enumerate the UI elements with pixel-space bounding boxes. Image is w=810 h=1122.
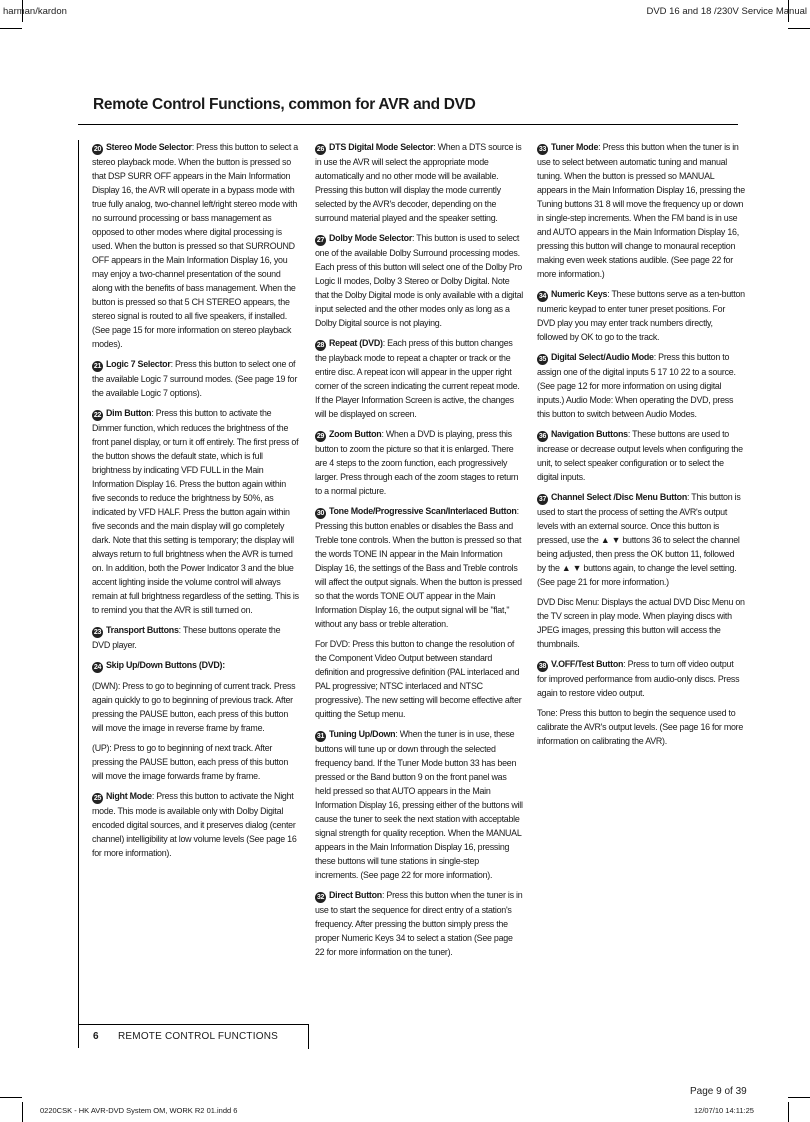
- callout-number-icon: 38: [538, 663, 547, 670]
- item-text: : Press this button to select one of the available Logic 7 surround modes. (See page 19 for the available Logic 7 options).: [92, 359, 298, 398]
- column-1: [92, 140, 300, 866]
- callout-number-icon: 20: [93, 146, 102, 153]
- file-info: 0220CSK - HK AVR-DVD System OM, WORK R2 01.indd 6: [40, 1106, 238, 1115]
- paragraph: [537, 140, 745, 281]
- footer-section: REMOTE CONTROL FUNCTIONS: [118, 1031, 278, 1042]
- paragraph: [315, 140, 523, 225]
- item-text: : Press this button to activate the Night mode. This mode is available only with Dolby Digital encoded digital sources, and it preserves dialog (center channel) intelligibility at low volume levels (See page 16 for more information).: [92, 791, 297, 858]
- callout-number-icon: 35: [538, 356, 547, 363]
- item-heading: Stereo Mode Selector: [106, 142, 192, 152]
- divider: [78, 140, 79, 1048]
- item-heading: Tuning Up/Down: [329, 729, 396, 739]
- crop-mark: [0, 28, 22, 29]
- paragraph: [92, 741, 300, 783]
- item-heading: Zoom Button: [329, 429, 382, 439]
- crop-mark: [788, 1097, 810, 1098]
- item-heading: Tuner Mode: [551, 142, 599, 152]
- item-heading: Dolby Mode Selector: [329, 233, 413, 243]
- crop-mark: [22, 1102, 23, 1122]
- item-heading: Dim Button: [106, 408, 152, 418]
- item-text: For DVD: Press this button to change the resolution of the Component Video Output between standard definition and progressive definition (PAL interlaced and PAL progressive; NTSC interlaced and NTSC progressive). The new setting will become effective after quitting the Setup menu.: [315, 639, 522, 719]
- callout-number-icon: 37: [538, 496, 547, 503]
- header-right: DVD 16 and 18 /230V Service Manual: [646, 6, 807, 17]
- item-text: : Press this button to assign one of the digital inputs 5 17 10 22 to a source. (See page 12 for more information on using digital inputs.) Audio Mode: When operating the DVD, press this button to switch between Audio Modes.: [537, 352, 736, 419]
- paragraph: [92, 357, 300, 400]
- item-heading: Tone Mode/Progressive Scan/Interlaced Button: [329, 506, 517, 516]
- callout-number-icon: 27: [316, 237, 325, 244]
- item-heading: Transport Buttons: [106, 625, 179, 635]
- paragraph: [92, 679, 300, 735]
- callout-number-icon: 22: [93, 412, 102, 419]
- paragraph: [315, 888, 523, 959]
- paragraph: [537, 287, 745, 344]
- callout-number-icon: 33: [538, 146, 547, 153]
- callout-number-icon: 28: [316, 342, 325, 349]
- paragraph: [315, 637, 523, 721]
- callout-number-icon: 29: [316, 433, 325, 440]
- column-2: [315, 140, 523, 965]
- paragraph: [92, 658, 300, 673]
- item-text: : Pressing this button enables or disables the Bass and Treble tone controls. When the button is pressed so that the words TONE IN appear in the Main Information Display 16, the settings of the Bass and Treble controls will affect the output signals. When the button is pressed so that the words TONE OUT appear in the Main Information Display 16, the output signal will be "flat," without any bass or treble alteration.: [315, 506, 522, 629]
- paragraph: [537, 657, 745, 700]
- paragraph: [92, 406, 300, 617]
- item-heading: Logic 7 Selector: [106, 359, 171, 369]
- item-heading: Channel Select /Disc Menu Button: [551, 492, 687, 502]
- callout-number-icon: 30: [316, 510, 325, 517]
- divider: [78, 124, 738, 125]
- page-of: Page 9 of 39: [690, 1086, 747, 1097]
- item-text: (DWN): Press to go to beginning of current track. Press again quickly to go to beginning of previous track. After pressing the PAUSE button, each press of this button will move the image in reverse frame by frame.: [92, 681, 296, 733]
- callout-number-icon: 31: [316, 733, 325, 740]
- item-heading: Navigation Buttons: [551, 429, 628, 439]
- item-text: : Press this button when the tuner is in use to start the sequence for direct entry of a station's frequency. After pressing the button simply press the proper Numeric Keys 34 to select a station (See page 22 for more information on the tuner).: [315, 890, 523, 957]
- item-heading: Repeat (DVD): [329, 338, 383, 348]
- paragraph: [537, 427, 745, 484]
- callout-number-icon: 23: [93, 629, 102, 636]
- paragraph: [537, 490, 745, 589]
- paragraph: [315, 504, 523, 631]
- item-text: : When a DVD is playing, press this button to zoom the picture so that it is enlarged. There are 4 steps to the zoom function, each progressively larger. Press through each of the zoom stages to return to a normal picture.: [315, 429, 519, 496]
- item-heading: Numeric Keys: [551, 289, 608, 299]
- callout-number-icon: 25: [93, 795, 102, 802]
- item-text: : Press this button to activate the Dimmer function, which reduces the brightness of the front panel display, or turn it off entirely. The first press of the button shows the default state, which is full brightness by indicating VFD FULL in the Main Information Display 16. Press the button again within five seconds to reduce the brightness by 50%, as indicated by VFD HALF. Press the button again within five seconds and the main display will go completely dark. Note that this setting is temporary; the display will always return to full brightness when the AVR is turned on. In addition, both the Power Indicator 3 and the blue accent lighting inside the volume control will always remain at full brightness regardless of the setting. This is to remind you that the AVR is still turned on.: [92, 408, 299, 615]
- paragraph: [537, 595, 745, 651]
- callout-number-icon: 24: [93, 664, 102, 671]
- item-heading: Digital Select/Audio Mode: [551, 352, 654, 362]
- paragraph: [537, 706, 745, 748]
- column-3: [537, 140, 745, 754]
- item-text: Tone: Press this button to begin the sequence used to calibrate the AVR's output levels. (See page 16 for more information on calibrating the AVR).: [537, 708, 744, 746]
- paragraph: [92, 789, 300, 860]
- header-left: harman/kardon: [3, 6, 67, 17]
- item-text: : This button is used to start the process of setting the AVR's output levels with an external source. Once this button is pressed, use the ▲ ▼ buttons 36 to select the channel being adjusted, then press the OK button 11, followed by the ▲ ▼ buttons again, to change the level setting. (See page 21 for more information.): [537, 492, 741, 587]
- callout-number-icon: 21: [93, 363, 102, 370]
- item-text: : These buttons operate the DVD player.: [92, 625, 281, 650]
- paragraph: [537, 350, 745, 421]
- callout-number-icon: 26: [316, 146, 325, 153]
- item-heading: Skip Up/Down Buttons (DVD):: [106, 660, 225, 670]
- item-heading: DTS Digital Mode Selector: [329, 142, 434, 152]
- item-text: (UP): Press to go to beginning of next track. After pressing the PAUSE button, each press of this button will move the image forwards frame by frame.: [92, 743, 289, 781]
- page-title: Remote Control Functions, common for AVR and DVD: [93, 96, 476, 113]
- paragraph: [315, 427, 523, 498]
- page-number: 6: [93, 1031, 99, 1042]
- item-text: : This button is used to select one of the available Dolby Surround processing modes. Each press of this button will select one of the Dolby Pro Logic II modes, Dolby 3 Stereo or Dolby Digital. Note that the Dolby Digital mode is only available with a digital input selected and the other modes only as long as a Dolby Digital source is not playing.: [315, 233, 523, 328]
- file-date: 12/07/10 14:11:25: [694, 1106, 754, 1115]
- item-heading: Night Mode: [106, 791, 152, 801]
- item-text: : Each press of this button changes the playback mode to repeat a chapter or track or the entire disc. A repeat icon will appear in the upper right corner of the screen indicating the current repeat mode. If the Player Information Screen is active, the changes will be displayed on screen.: [315, 338, 520, 419]
- paragraph: [92, 140, 300, 351]
- crop-mark: [788, 28, 810, 29]
- item-text: : When the tuner is in use, these buttons will tune up or down through the selected frequency band. If the Tuner Mode button 33 has been pressed or the Band button 9 on the front panel was held pressed so that AUTO appears in the Main Information Display 16, pressing either of the buttons will cause the tuner to seek the next station with acceptable signal strength for quality reception. When the MANUAL appears in the Main Information Display 16, pressing these buttons will tune stations in single-step increments. (See page 22 for more information).: [315, 729, 523, 880]
- paragraph: [315, 336, 523, 421]
- item-text: : Press this button when the tuner is in use to select between automatic tuning and manual tuning. When the button is pressed so MANUAL appears in the Main Information Display 16, pressing the Tuning buttons 31 8 will move the frequency up or down in single-step increments. When the FM band is in use and AUTO appears in the Main Information Display 16, pressing this button will change to monaural reception making even week stations audible. (See page 22 for more information.): [537, 142, 745, 279]
- paragraph: [92, 623, 300, 652]
- crop-mark: [788, 1102, 789, 1122]
- paragraph: [315, 231, 523, 330]
- item-text: DVD Disc Menu: Displays the actual DVD Disc Menu on the TV screen in play mode. When playing discs with JPEG images, pressing this button will access the thumbnails.: [537, 597, 745, 649]
- item-text: : Press this button to select a stereo playback mode. When the button is pressed so that DSP SURR OFF appears in the Main Information Display 16, the AVR will operate in a bypass mode with true fully analog, two-channel left/right stereo mode with no surround processing or bass management as opposed to other modes where digital processing is used. When the button is pressed so that SURROUND OFF appears in the Main Information Display 16, you may enjoy a two-channel presentation of the sound along with the benefits of bass management. When the button is pressed so that 5 CH STEREO appears, the stereo signal is routed to all five speakers, if installed. (See page 15 for more information on stereo playback modes).: [92, 142, 298, 349]
- paragraph: [315, 727, 523, 882]
- item-heading: Direct Button: [329, 890, 382, 900]
- callout-number-icon: 32: [316, 894, 325, 901]
- callout-number-icon: 36: [538, 433, 547, 440]
- item-text: : Press to turn off video output for improved performance from audio-only discs. Press again to restore video output.: [537, 659, 740, 698]
- item-text: : These buttons serve as a ten-button numeric keypad to enter tuner preset positions. For DVD play you may enter track numbers directly, followed by OK to go to the track.: [537, 289, 745, 342]
- item-heading: V.OFF/Test Button: [551, 659, 624, 669]
- callout-number-icon: 34: [538, 293, 547, 300]
- item-text: : When a DTS source is in use the AVR will select the appropriate mode automatically and no other mode will be available. Pressing this button will display the mode currently selected by the AVR's decoder, depending on the surround material played and the speaker setting.: [315, 142, 522, 223]
- item-text: : These buttons are used to increase or decrease output levels when configuring the unit, to select speaker configuration or to select the digital inputs.: [537, 429, 743, 482]
- crop-mark: [0, 1097, 22, 1098]
